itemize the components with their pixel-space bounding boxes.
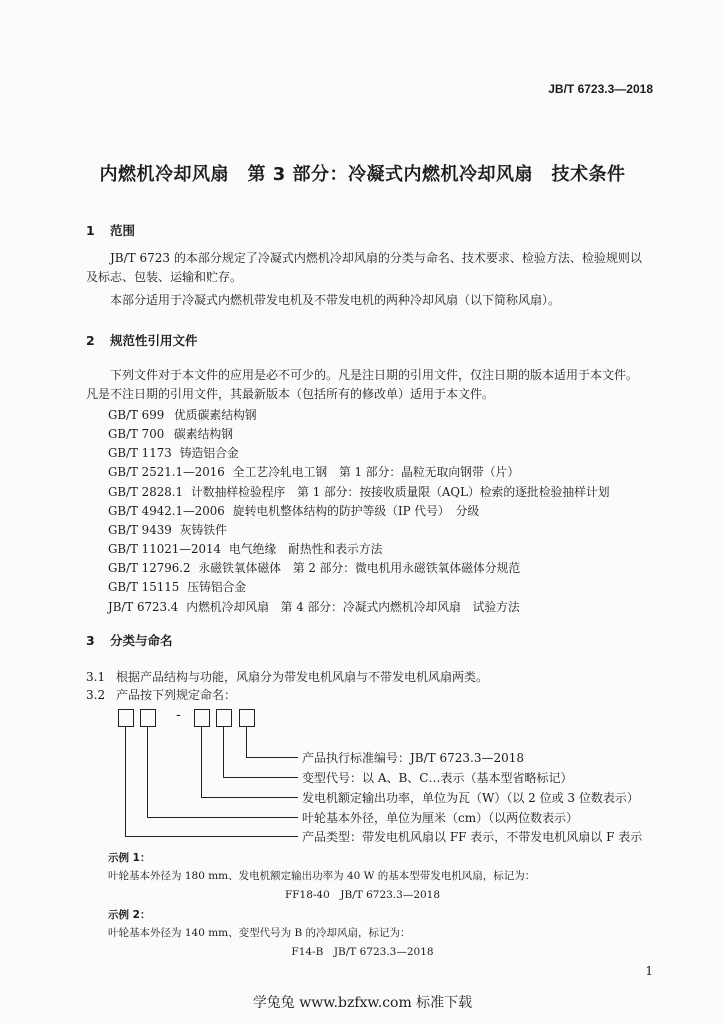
section-2-heading [86,331,198,349]
reference-title: 压铸铝合金 [187,580,247,594]
example-1-title: 示例 1： [108,852,151,864]
section-1-heading [86,221,135,239]
clause-text: 产品按下列规定命名： [116,688,237,702]
reference-title: 全工艺冷轧电工钢 第 1 部分：晶粒无取向钢带（片） [232,465,520,479]
section-number: 2 [86,333,95,348]
section-1-paragraph-2: 本部分适用于冷凝式内燃机带发电机及不带发电机的两种冷却风扇（以下简称风扇）。 [110,293,561,307]
example-2-mark: F14-B JB/T 6723.3—2018 [291,946,434,958]
reference-item [108,540,382,557]
clause-3-1 [86,668,488,686]
reference-code: GB/T 699 [108,408,165,422]
leader-line [125,836,298,837]
reference-code: GB/T 11021—2014 [108,542,222,556]
reference-item [108,483,610,500]
clause-number: 3.2 [86,688,106,702]
reference-title: 铸造铝合金 [179,446,239,460]
clause-3-2 [86,686,236,704]
reference-title: 计数抽样检验程序 第 1 部分：按接收质量限（AQL）检索的逐批检验抽样计划 [190,485,610,499]
code-dash: - [176,707,181,723]
example-1-mark: FF18-40 JB/T 6723.3—2018 [284,889,441,901]
reference-title: 灰铸铁件 [179,523,227,537]
example-1-text: 叶轮基本外径为 180 mm、发电机额定输出功率为 40 W 的基本型带发电机风扇，标记为： [108,870,536,882]
reference-item [108,406,257,423]
leader-line [246,727,247,757]
code-box-product-type [118,709,134,727]
leader-line [223,777,298,778]
reference-code: GB/T 700 [108,427,165,441]
reference-item [108,521,227,538]
document-title: 内燃机冷却风扇 第 3 部分：冷凝式内燃机冷却风扇 技术条件 [99,164,626,185]
section-number: 3 [86,633,95,648]
reference-title: 碳素结构钢 [174,427,233,441]
reference-title: 永磁铁氧体磁体 第 2 部分：微电机用永磁铁氧体磁体分规范 [198,561,521,575]
section-3-heading [86,631,173,649]
leader-line [147,727,148,817]
section-title: 范围 [110,223,136,238]
reference-title: 优质碳素结构钢 [174,408,257,422]
label-impeller-diameter: 叶轮基本外径，单位为厘米（cm）（以两位数表示） [302,811,579,825]
section-number: 1 [86,223,95,238]
section-2-intro: 下列文件对于本文件的应用是必不可少的。凡是注日期的引用文件，仅注日期的版本适用于本文件。凡是不注日期的引用文件，其最新版本（包括所有的修改单）适用于本文件。 [86,368,639,401]
code-box-variant [216,709,232,727]
leader-line [201,727,202,797]
clause-number: 3.1 [86,670,106,684]
leader-line [147,817,298,818]
section-title: 分类与命名 [110,633,173,648]
reference-code: GB/T 2521.1—2016 [108,465,225,479]
leader-line [201,797,298,798]
footer-watermark: 学兔兔 www.bzfxw.com 标准下载 [252,995,473,1011]
label-product-type: 产品类型：带发电机风扇以 FF 表示，不带发电机风扇以 F 表示 [302,830,643,844]
code-box-standard [239,709,255,727]
reference-code: GB/T 2828.1 [108,485,183,499]
reference-code: GB/T 1173 [108,446,172,460]
reference-item [108,502,479,519]
section-title: 规范性引用文件 [110,333,198,348]
leader-line [125,727,126,836]
reference-code: GB/T 4942.1—2006 [108,504,225,518]
reference-item [108,559,520,576]
reference-title: 旋转电机整体结构的防护等级（IP 代号） 分级 [232,504,480,518]
reference-code: GB/T 9439 [108,523,172,537]
label-standard-number: 产品执行标准编号：JB/T 6723.3—2018 [302,751,525,765]
reference-item [108,463,519,480]
reference-code: JB/T 6723.4 [108,600,179,614]
example-2-text: 叶轮基本外径为 140 mm、变型代号为 B 的冷却风扇，标记为： [108,927,411,939]
reference-item [108,444,239,461]
code-box-output-power [194,709,210,727]
section-1-paragraph-1: JB/T 6723 的本部分规定了冷凝式内燃机冷却风扇的分类与命名、技术要求、检验方法、检验规则以及标志、包装、运输和贮存。 [86,251,642,284]
page-number: 1 [645,964,653,978]
reference-item [108,578,246,595]
label-variant-code: 变型代号：以 A、B、C…表示（基本型省略标记） [302,771,573,785]
leader-line [246,757,298,758]
reference-item [108,598,520,615]
reference-title: 电气绝缘 耐热性和表示方法 [229,542,383,556]
reference-title: 内燃机冷却风扇 第 4 部分：冷凝式内燃机冷却风扇 试验方法 [186,600,520,614]
code-box-impeller-diameter [140,709,156,727]
reference-item [108,425,233,442]
reference-code: GB/T 12796.2 [108,561,191,575]
leader-line [223,727,224,777]
clause-text: 根据产品结构与功能，风扇分为带发电机风扇与不带发电机风扇两类。 [116,670,489,684]
reference-code: GB/T 15115 [108,580,180,594]
standard-number: JB/T 6723.3—2018 [548,82,653,96]
example-2-title: 示例 2： [108,909,151,921]
label-output-power: 发电机额定输出功率，单位为瓦（W）（以 2 位或 3 位数表示） [302,791,639,805]
